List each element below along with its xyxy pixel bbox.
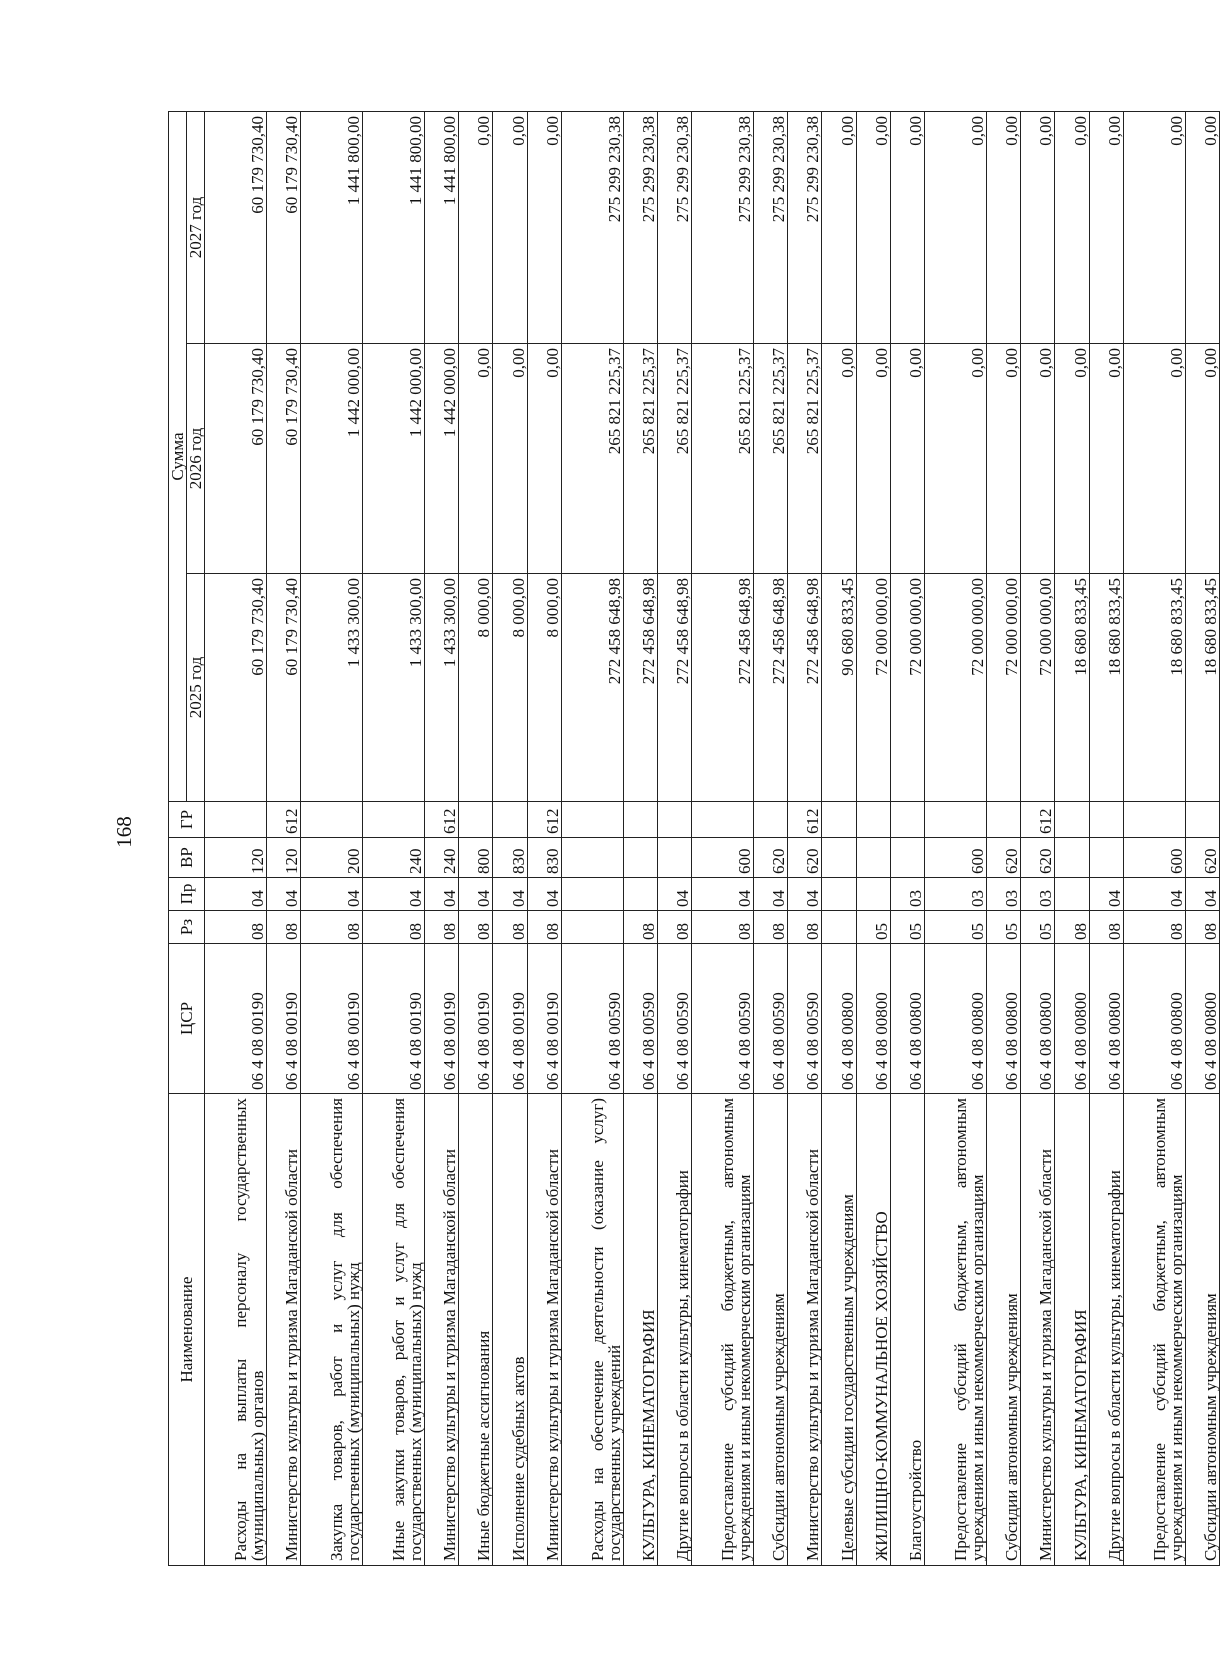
cell-2025: 272 458 648,98 (623, 574, 657, 802)
table-row (986, 112, 1020, 1566)
cell-2025: 60 179 730,40 (205, 574, 267, 802)
table-row (623, 112, 657, 1566)
header-2026: 2026 год (187, 344, 205, 574)
cell-pr (1055, 878, 1089, 911)
cell-rz: 08 (205, 911, 267, 944)
cell-csr: 06 4 08 00190 (301, 944, 363, 1094)
cell-2026: 0,00 (493, 344, 527, 574)
cell-pr: 03 (925, 878, 987, 911)
cell-name: КУЛЬТУРА, КИНЕМАТОГРАФИЯ (1055, 1094, 1089, 1566)
cell-name: Предоставление субсидий бюджетным, автономным учреждениям и иным некоммерческим организациям (1123, 1094, 1185, 1566)
cell-csr: 06 4 08 00590 (788, 944, 822, 1094)
cell-name: Министерство культуры и туризма Магаданской области (266, 1094, 300, 1566)
cell-gr (1123, 802, 1185, 838)
cell-rz: 05 (986, 911, 1020, 944)
cell-rz: 05 (890, 911, 924, 944)
cell-name: Благоустройство (890, 1094, 924, 1566)
table-body (205, 112, 1220, 1566)
cell-2025: 72 000 000,00 (986, 574, 1020, 802)
header-vr: ВР (169, 838, 205, 878)
cell-pr: 04 (459, 878, 493, 911)
cell-2026: 0,00 (822, 344, 856, 574)
cell-2027: 0,00 (1055, 112, 1089, 344)
cell-vr (561, 838, 623, 878)
cell-2026: 0,00 (1123, 344, 1185, 574)
budget-table-rotated (168, 112, 1220, 1566)
cell-2025: 72 000 000,00 (925, 574, 987, 802)
cell-rz (561, 911, 623, 944)
cell-vr: 800 (459, 838, 493, 878)
cell-csr: 06 4 08 00800 (1055, 944, 1089, 1094)
cell-csr: 06 4 08 00590 (754, 944, 788, 1094)
cell-rz: 08 (754, 911, 788, 944)
cell-rz: 08 (266, 911, 300, 944)
cell-pr: 04 (1123, 878, 1185, 911)
cell-2026: 1 442 000,00 (301, 344, 363, 574)
cell-gr: 612 (1021, 802, 1055, 838)
cell-2026: 60 179 730,40 (205, 344, 267, 574)
table-row (1185, 112, 1219, 1566)
cell-rz: 08 (527, 911, 561, 944)
cell-csr: 06 4 08 00800 (925, 944, 987, 1094)
table-row (493, 112, 527, 1566)
cell-rz: 08 (301, 911, 363, 944)
cell-2027: 60 179 730,40 (205, 112, 267, 344)
cell-rz: 08 (425, 911, 459, 944)
cell-2025: 60 179 730,40 (266, 574, 300, 802)
cell-2027: 0,00 (493, 112, 527, 344)
cell-rz: 08 (657, 911, 691, 944)
cell-name: Исполнение судебных актов (493, 1094, 527, 1566)
table-row (657, 112, 691, 1566)
cell-gr (925, 802, 987, 838)
cell-2027: 275 299 230,38 (561, 112, 623, 344)
cell-vr: 240 (363, 838, 425, 878)
cell-2025: 18 680 833,45 (1185, 574, 1219, 802)
cell-2027: 60 179 730,40 (266, 112, 300, 344)
header-2027: 2027 год (187, 112, 205, 344)
cell-rz: 05 (1021, 911, 1055, 944)
cell-name: Целевые субсидии государственным учреждениям (822, 1094, 856, 1566)
header-name: Наименование (169, 1094, 205, 1566)
cell-csr: 06 4 08 00800 (1185, 944, 1219, 1094)
cell-csr: 06 4 08 00590 (623, 944, 657, 1094)
cell-2025: 18 680 833,45 (1055, 574, 1089, 802)
cell-rz: 05 (925, 911, 987, 944)
cell-2026: 0,00 (1055, 344, 1089, 574)
cell-pr: 04 (1089, 878, 1123, 911)
cell-name: Министерство культуры и туризма Магаданской области (425, 1094, 459, 1566)
cell-2027: 1 441 800,00 (425, 112, 459, 344)
cell-2025: 8 000,00 (459, 574, 493, 802)
cell-2025: 8 000,00 (493, 574, 527, 802)
cell-2027: 275 299 230,38 (692, 112, 754, 344)
cell-pr: 04 (493, 878, 527, 911)
cell-2026: 0,00 (856, 344, 890, 574)
cell-2026: 265 821 225,37 (788, 344, 822, 574)
table-row (561, 112, 623, 1566)
table-row (363, 112, 425, 1566)
cell-2027: 0,00 (986, 112, 1020, 344)
cell-2026: 0,00 (527, 344, 561, 574)
cell-csr: 06 4 08 00190 (425, 944, 459, 1094)
cell-name: ЖИЛИЩНО-КОММУНАЛЬНОЕ ХОЗЯЙСТВО (856, 1094, 890, 1566)
cell-csr: 06 4 08 00190 (527, 944, 561, 1094)
cell-vr (1089, 838, 1123, 878)
table-row (822, 112, 856, 1566)
cell-pr: 04 (754, 878, 788, 911)
cell-gr (493, 802, 527, 838)
header-pr: Пр (169, 878, 205, 911)
cell-2025: 18 680 833,45 (1089, 574, 1123, 802)
cell-csr: 06 4 08 00800 (1123, 944, 1185, 1094)
cell-csr: 06 4 08 00190 (459, 944, 493, 1094)
cell-name: Предоставление субсидий бюджетным, автономным учреждениям и иным некоммерческим организациям (692, 1094, 754, 1566)
table-row (925, 112, 987, 1566)
cell-gr (822, 802, 856, 838)
cell-2025: 72 000 000,00 (856, 574, 890, 802)
cell-name: Иные закупки товаров, работ и услуг для обеспечения государственных (муниципальных) нужд (363, 1094, 425, 1566)
cell-csr: 06 4 08 00800 (1021, 944, 1055, 1094)
header-rz: Рз (169, 911, 205, 944)
cell-2027: 0,00 (856, 112, 890, 344)
cell-pr: 04 (301, 878, 363, 911)
cell-vr: 830 (493, 838, 527, 878)
cell-name: Субсидии автономным учреждениям (986, 1094, 1020, 1566)
cell-gr: 612 (527, 802, 561, 838)
table-row (266, 112, 300, 1566)
cell-gr (459, 802, 493, 838)
cell-gr (205, 802, 267, 838)
cell-2026: 0,00 (890, 344, 924, 574)
cell-name: КУЛЬТУРА, КИНЕМАТОГРАФИЯ (623, 1094, 657, 1566)
cell-2027: 0,00 (1185, 112, 1219, 344)
cell-pr: 04 (527, 878, 561, 911)
cell-2026: 265 821 225,37 (657, 344, 691, 574)
table-row (890, 112, 924, 1566)
cell-name: Иные бюджетные ассигнования (459, 1094, 493, 1566)
cell-2025: 272 458 648,98 (657, 574, 691, 802)
cell-2026: 0,00 (1021, 344, 1055, 574)
cell-pr: 04 (205, 878, 267, 911)
cell-rz: 08 (459, 911, 493, 944)
table-row (1123, 112, 1185, 1566)
cell-pr: 03 (890, 878, 924, 911)
cell-2025: 18 680 833,45 (1123, 574, 1185, 802)
cell-gr (1055, 802, 1089, 838)
table-row (1089, 112, 1123, 1566)
cell-2026: 0,00 (459, 344, 493, 574)
cell-2025: 1 433 300,00 (301, 574, 363, 802)
cell-2027: 0,00 (822, 112, 856, 344)
cell-pr: 04 (692, 878, 754, 911)
cell-vr (856, 838, 890, 878)
cell-rz: 05 (856, 911, 890, 944)
cell-rz: 08 (363, 911, 425, 944)
table-row (856, 112, 890, 1566)
cell-csr: 06 4 08 00800 (856, 944, 890, 1094)
cell-pr (623, 878, 657, 911)
cell-vr: 830 (527, 838, 561, 878)
cell-2027: 0,00 (925, 112, 987, 344)
cell-name: Другие вопросы в области культуры, кинематографии (1089, 1094, 1123, 1566)
cell-csr: 06 4 08 00800 (986, 944, 1020, 1094)
cell-rz: 08 (1055, 911, 1089, 944)
cell-2026: 60 179 730,40 (266, 344, 300, 574)
cell-csr: 06 4 08 00590 (692, 944, 754, 1094)
cell-csr: 06 4 08 00190 (266, 944, 300, 1094)
cell-name: Расходы на выплаты персоналу государственных (муниципальных) органов (205, 1094, 267, 1566)
cell-2025: 272 458 648,98 (561, 574, 623, 802)
cell-2027: 275 299 230,38 (754, 112, 788, 344)
cell-2027: 0,00 (527, 112, 561, 344)
cell-pr (822, 878, 856, 911)
cell-vr: 120 (205, 838, 267, 878)
table-header (169, 112, 205, 1566)
cell-gr (657, 802, 691, 838)
cell-2026: 265 821 225,37 (561, 344, 623, 574)
cell-gr (561, 802, 623, 838)
cell-name: Расходы на обеспечение деятельности (оказание услуг) государственных учреждений (561, 1094, 623, 1566)
cell-2025: 1 433 300,00 (363, 574, 425, 802)
cell-gr (301, 802, 363, 838)
cell-pr: 04 (657, 878, 691, 911)
cell-gr (1185, 802, 1219, 838)
cell-vr: 620 (986, 838, 1020, 878)
cell-gr (986, 802, 1020, 838)
cell-rz: 08 (1123, 911, 1185, 944)
cell-2026: 265 821 225,37 (692, 344, 754, 574)
table-row (301, 112, 363, 1566)
cell-gr (623, 802, 657, 838)
cell-gr: 612 (788, 802, 822, 838)
cell-csr: 06 4 08 00590 (657, 944, 691, 1094)
cell-pr: 04 (266, 878, 300, 911)
budget-table (168, 111, 1220, 1566)
cell-name: Министерство культуры и туризма Магаданской области (1021, 1094, 1055, 1566)
cell-gr: 612 (266, 802, 300, 838)
table-row (754, 112, 788, 1566)
cell-vr: 620 (754, 838, 788, 878)
cell-2025: 272 458 648,98 (754, 574, 788, 802)
table-row (425, 112, 459, 1566)
cell-gr (692, 802, 754, 838)
cell-name: Предоставление субсидий бюджетным, автономным учреждениям и иным некоммерческим организациям (925, 1094, 987, 1566)
table-row (692, 112, 754, 1566)
cell-rz: 08 (493, 911, 527, 944)
cell-2027: 0,00 (890, 112, 924, 344)
cell-2026: 265 821 225,37 (754, 344, 788, 574)
cell-2026: 0,00 (1089, 344, 1123, 574)
cell-csr: 06 4 08 00190 (205, 944, 267, 1094)
cell-vr: 600 (1123, 838, 1185, 878)
cell-csr: 06 4 08 00800 (1089, 944, 1123, 1094)
cell-csr: 06 4 08 00190 (363, 944, 425, 1094)
cell-2026: 265 821 225,37 (623, 344, 657, 574)
cell-vr: 600 (925, 838, 987, 878)
header-gr: ГР (169, 802, 205, 838)
cell-csr: 06 4 08 00590 (561, 944, 623, 1094)
cell-2026: 0,00 (986, 344, 1020, 574)
cell-vr: 600 (692, 838, 754, 878)
cell-vr: 200 (301, 838, 363, 878)
cell-name: Министерство культуры и туризма Магаданской области (788, 1094, 822, 1566)
cell-2027: 0,00 (1123, 112, 1185, 344)
table-row (527, 112, 561, 1566)
header-csr: ЦСР (169, 944, 205, 1094)
cell-csr: 06 4 08 00800 (890, 944, 924, 1094)
cell-2027: 0,00 (459, 112, 493, 344)
cell-vr: 120 (266, 838, 300, 878)
cell-gr: 612 (425, 802, 459, 838)
cell-2027: 275 299 230,38 (623, 112, 657, 344)
cell-2025: 1 433 300,00 (425, 574, 459, 802)
cell-2026: 1 442 000,00 (363, 344, 425, 574)
page-number: 168 (111, 816, 136, 848)
table-row (205, 112, 267, 1566)
cell-pr: 04 (363, 878, 425, 911)
cell-vr (822, 838, 856, 878)
cell-2027: 1 441 800,00 (363, 112, 425, 344)
cell-gr (363, 802, 425, 838)
cell-pr: 04 (788, 878, 822, 911)
cell-2027: 275 299 230,38 (788, 112, 822, 344)
cell-vr: 620 (1021, 838, 1055, 878)
cell-vr: 620 (788, 838, 822, 878)
cell-name: Субсидии автономным учреждениям (1185, 1094, 1219, 1566)
cell-vr (1055, 838, 1089, 878)
cell-rz: 08 (623, 911, 657, 944)
cell-name: Закупка товаров, работ и услуг для обеспечения государственных (муниципальных) нужд (301, 1094, 363, 1566)
cell-vr: 240 (425, 838, 459, 878)
cell-vr (657, 838, 691, 878)
cell-2027: 275 299 230,38 (657, 112, 691, 344)
cell-gr (1089, 802, 1123, 838)
cell-csr: 06 4 08 00190 (493, 944, 527, 1094)
cell-2025: 272 458 648,98 (692, 574, 754, 802)
table-row (459, 112, 493, 1566)
cell-vr: 620 (1185, 838, 1219, 878)
cell-2025: 72 000 000,00 (1021, 574, 1055, 802)
cell-csr: 06 4 08 00800 (822, 944, 856, 1094)
cell-name: Министерство культуры и туризма Магаданской области (527, 1094, 561, 1566)
cell-rz (822, 911, 856, 944)
cell-pr: 04 (425, 878, 459, 911)
cell-2025: 272 458 648,98 (788, 574, 822, 802)
cell-name: Субсидии автономным учреждениям (754, 1094, 788, 1566)
header-sum: Сумма (169, 112, 187, 802)
cell-gr (890, 802, 924, 838)
cell-2026: 0,00 (1185, 344, 1219, 574)
cell-pr: 03 (1021, 878, 1055, 911)
cell-2027: 0,00 (1089, 112, 1123, 344)
cell-gr (856, 802, 890, 838)
header-2025: 2025 год (187, 574, 205, 802)
table-row (1021, 112, 1055, 1566)
table-row (788, 112, 822, 1566)
cell-pr (856, 878, 890, 911)
cell-rz: 08 (692, 911, 754, 944)
cell-gr (754, 802, 788, 838)
cell-2026: 0,00 (925, 344, 987, 574)
cell-2027: 0,00 (1021, 112, 1055, 344)
cell-2025: 90 680 833,45 (822, 574, 856, 802)
cell-rz: 08 (1185, 911, 1219, 944)
cell-rz: 08 (1089, 911, 1123, 944)
cell-name: Другие вопросы в области культуры, кинематографии (657, 1094, 691, 1566)
table-row (1055, 112, 1089, 1566)
cell-pr: 03 (986, 878, 1020, 911)
cell-2025: 8 000,00 (527, 574, 561, 802)
cell-2025: 72 000 000,00 (890, 574, 924, 802)
cell-vr (890, 838, 924, 878)
cell-2026: 1 442 000,00 (425, 344, 459, 574)
cell-rz: 08 (788, 911, 822, 944)
cell-pr (561, 878, 623, 911)
cell-2027: 1 441 800,00 (301, 112, 363, 344)
cell-pr: 04 (1185, 878, 1219, 911)
cell-vr (623, 838, 657, 878)
